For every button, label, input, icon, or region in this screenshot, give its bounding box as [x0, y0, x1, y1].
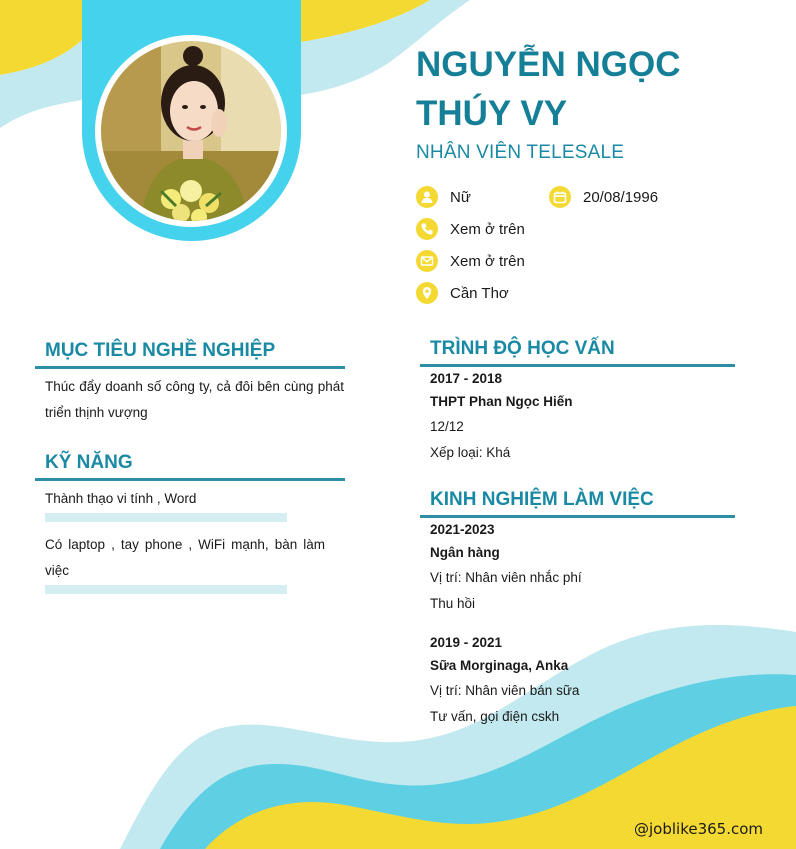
- job-1-company: Ngân hàng: [430, 545, 500, 560]
- info-gender: [416, 186, 471, 208]
- job-2-detail: Tư vấn, gọi điện cskh: [430, 709, 560, 724]
- skills-heading: KỸ NĂNG: [45, 452, 133, 473]
- job-2-position: Vị trí: Nhân viên bán sữa: [430, 683, 580, 698]
- experience-heading: KINH NGHIỆM LÀM VIỆC: [430, 489, 654, 510]
- education-heading: TRÌNH ĐỘ HỌC VẤN: [430, 338, 615, 359]
- job-1-detail: Thu hồi: [430, 596, 476, 611]
- job-1-period: 2021-2023: [430, 522, 495, 537]
- skill-bar-1: [45, 513, 287, 522]
- location-pin-icon: [416, 282, 438, 304]
- education-divider: [420, 364, 735, 367]
- objective-divider: [35, 366, 345, 369]
- info-email: [416, 250, 525, 272]
- mail-icon: [416, 250, 438, 272]
- objective-heading: MỤC TIÊU NGHỀ NGHIỆP: [45, 340, 276, 361]
- address-value: Cần Thơ: [450, 284, 509, 302]
- name-line-2: THÚY VY: [416, 94, 568, 133]
- job-2-period: 2019 - 2021: [430, 635, 503, 650]
- experience-divider: [420, 515, 735, 518]
- user-icon: [416, 186, 438, 208]
- name-line-1: NGUYỄN NGỌC: [416, 45, 681, 84]
- info-address: [416, 282, 509, 304]
- skill-item-2: Có laptop , tay phone , WiFi mạnh, bàn làm việc: [45, 537, 325, 578]
- calendar-icon: [549, 186, 571, 208]
- job-1-position: Vị trí: Nhân viên nhắc phí: [430, 570, 582, 585]
- watermark: @joblike365.com: [634, 820, 764, 838]
- education-period: 2017 - 2018: [430, 371, 503, 386]
- skill-item-1: Thành thạo vi tính , Word: [45, 491, 197, 506]
- gender-value: Nữ: [450, 188, 471, 206]
- job-title: NHÂN VIÊN TELESALE: [416, 142, 625, 163]
- objective-text: Thúc đẩy doanh số công ty, cả đôi bên cùng phát triển thịnh vượng: [45, 379, 344, 420]
- phone-icon: [416, 218, 438, 240]
- info-phone: [416, 218, 525, 240]
- info-birthdate: [549, 186, 658, 208]
- skills-divider: [35, 478, 345, 481]
- candidate-name: [416, 40, 786, 138]
- job-2-company: Sữa Morginaga, Anka: [430, 658, 569, 673]
- phone-value: Xem ở trên: [450, 220, 525, 238]
- education-school: THPT Phan Ngọc Hiến: [430, 394, 573, 409]
- email-value: Xem ở trên: [450, 252, 525, 270]
- education-rank: Xếp loại: Khá: [430, 445, 511, 460]
- profile-photo: [101, 41, 281, 221]
- education-grade: 12/12: [430, 419, 464, 434]
- skill-bar-2: [45, 585, 287, 594]
- birthdate-value: 20/08/1996: [583, 188, 659, 206]
